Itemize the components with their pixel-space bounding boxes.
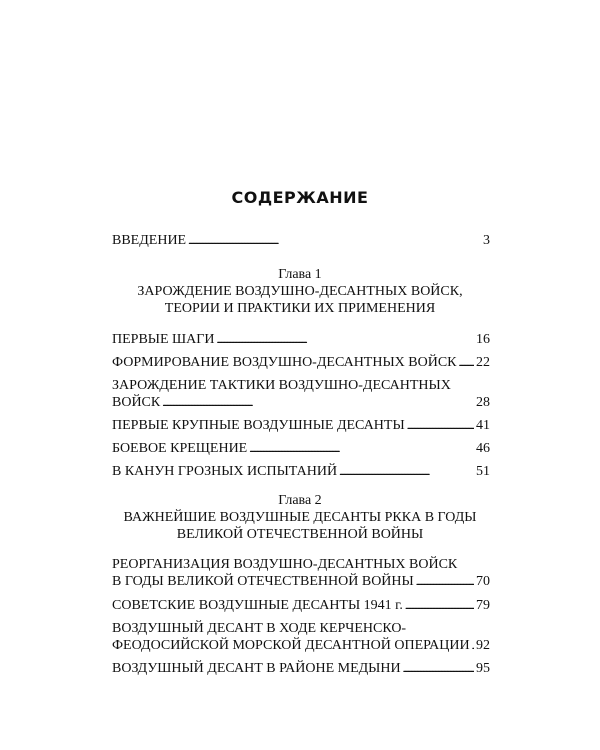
chapter-title-line: ЗАРОЖДЕНИЕ ВОЗДУШНО-ДЕСАНТНЫХ ВОЙСК, [137, 284, 463, 299]
leader-dots [216, 331, 474, 349]
chapter-number: Глава 1 [278, 267, 322, 282]
toc-entry[interactable] [112, 331, 490, 349]
page-title: СОДЕРЖАНИЕ [231, 188, 369, 207]
toc-entry-page: 16 [476, 332, 490, 347]
toc-entry-page: 46 [476, 441, 490, 456]
leader-dots [403, 660, 474, 678]
toc-entry-label: СОВЕТСКИЕ ВОЗДУШНЫЕ ДЕСАНТЫ 1941 г. [112, 598, 403, 613]
toc-entry[interactable] [112, 417, 490, 435]
leader-dots [249, 440, 474, 458]
toc-entry[interactable] [112, 394, 490, 412]
toc-entry-label-line1: ЗАРОЖДЕНИЕ ТАКТИКИ ВОЗДУШНО-ДЕСАНТНЫХ [112, 378, 451, 393]
toc-entry-page: 95 [476, 661, 490, 676]
chapter-title-line: ВАЖНЕЙШИЕ ВОЗДУШНЫЕ ДЕСАНТЫ РККА В ГОДЫ [123, 510, 477, 525]
toc-entry[interactable] [112, 463, 490, 481]
toc-entry-label: В КАНУН ГРОЗНЫХ ИСПЫТАНИЙ [112, 464, 338, 479]
toc-entry-page: 70 [476, 574, 490, 589]
toc-entry[interactable] [112, 573, 490, 591]
toc-entry-label: ФЕОДОСИЙСКОЙ МОРСКОЙ ДЕСАНТНОЙ ОПЕРАЦИИ [112, 638, 470, 653]
leader-dots [188, 232, 481, 250]
toc-entry-page: 92 [476, 638, 490, 653]
toc-entry-page: 22 [476, 355, 490, 370]
toc-entry-label: ФОРМИРОВАНИЕ ВОЗДУШНО-ДЕСАНТНЫХ ВОЙСК [112, 355, 457, 370]
toc-entry-page: 51 [476, 464, 490, 479]
leader-dots [405, 597, 474, 615]
toc-entry-label-line1: ВОЗДУШНЫЙ ДЕСАНТ В ХОДЕ КЕРЧЕНСКО- [112, 621, 407, 636]
toc-entry-page: 79 [476, 598, 490, 613]
toc-entry-label: ВВЕДЕНИЕ [112, 233, 187, 248]
toc-entry-label: ПЕРВЫЕ КРУПНЫЕ ВОЗДУШНЫЕ ДЕСАНТЫ [112, 418, 405, 433]
leader-dots [459, 354, 474, 372]
toc-entry[interactable] [112, 354, 490, 372]
chapter-number: Глава 2 [278, 493, 322, 508]
toc-entry[interactable] [112, 660, 490, 678]
toc-entry-label: В ГОДЫ ВЕЛИКОЙ ОТЕЧЕСТВЕННОЙ ВОЙНЫ [112, 574, 414, 589]
toc-entry-label-line1: РЕОРГАНИЗАЦИЯ ВОЗДУШНО-ДЕСАНТНЫХ ВОЙСК [112, 557, 458, 572]
chapter-1-heading [100, 266, 500, 317]
toc-entry[interactable] [112, 597, 490, 615]
toc-entry-page: 3 [483, 233, 490, 248]
toc-entry-page: 41 [476, 418, 490, 433]
toc-entry-page: 28 [476, 395, 490, 410]
toc-entry-intro[interactable] [112, 232, 490, 250]
toc-entry[interactable] [112, 637, 490, 655]
toc-entry-label: ВОЙСК [112, 395, 161, 410]
leader-dots [407, 417, 474, 435]
chapter-title-line: ВЕЛИКОЙ ОТЕЧЕСТВЕННОЙ ВОЙНЫ [176, 527, 424, 542]
chapter-2-heading [100, 492, 500, 543]
toc-entry-label: ПЕРВЫЕ ШАГИ [112, 332, 215, 347]
leader-dots [416, 573, 474, 591]
leader-dots [339, 463, 474, 481]
chapter-title-line: ТЕОРИИ И ПРАКТИКИ ИХ ПРИМЕНЕНИЯ [164, 301, 436, 316]
leader-dots [472, 637, 474, 655]
toc-entry-label: ВОЗДУШНЫЙ ДЕСАНТ В РАЙОНЕ МЕДЫНИ [112, 661, 401, 676]
toc-entry-label: БОЕВОЕ КРЕЩЕНИЕ [112, 441, 248, 456]
toc-entry[interactable] [112, 440, 490, 458]
leader-dots [162, 394, 474, 412]
